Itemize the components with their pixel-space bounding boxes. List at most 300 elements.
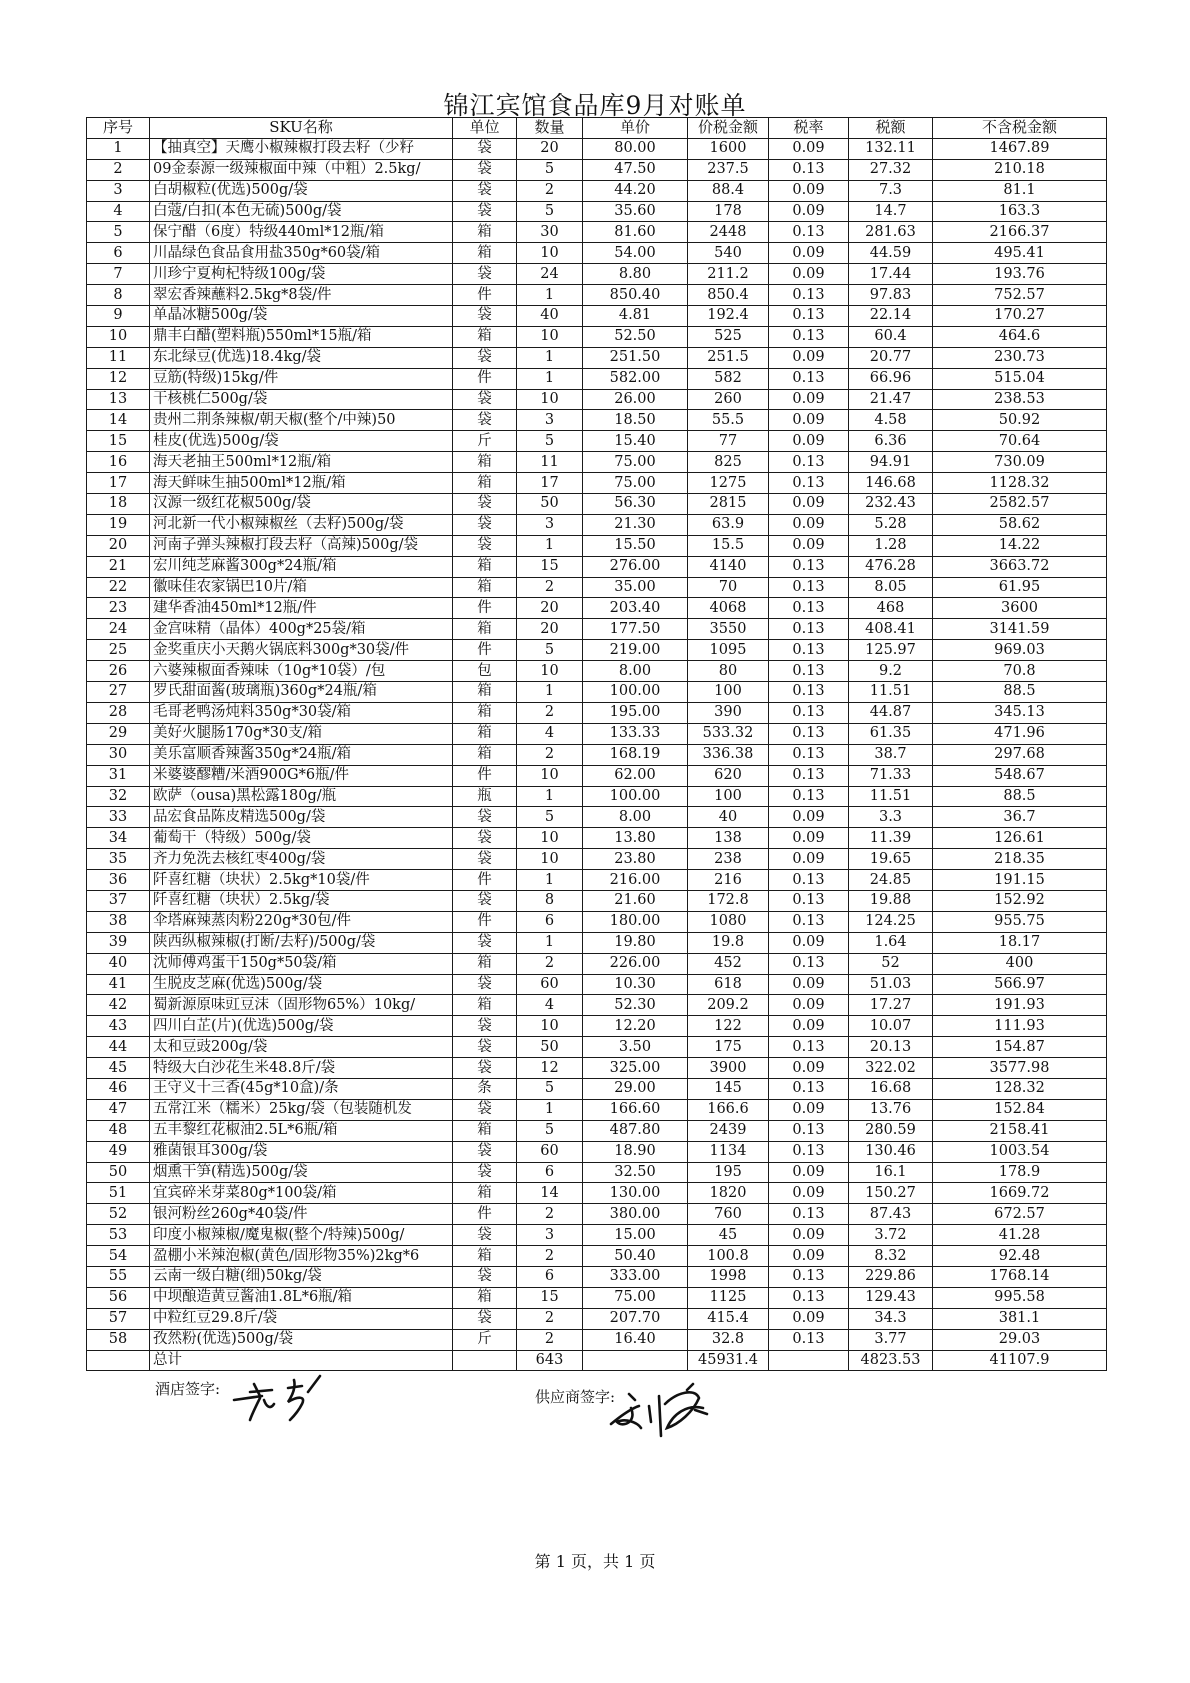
unit-price-cell: 80.00 xyxy=(583,138,688,159)
row-index-cell: 8 xyxy=(87,285,150,306)
amount-without-tax-cell: 170.27 xyxy=(933,306,1107,327)
table-row xyxy=(87,306,1107,327)
unit-cell: 箱 xyxy=(453,452,517,473)
total-amount-without-tax: 41107.9 xyxy=(933,1350,1107,1371)
amount-without-tax-cell: 81.1 xyxy=(933,180,1107,201)
row-index-cell: 53 xyxy=(87,1225,150,1246)
tax-rate-cell: 0.09 xyxy=(769,828,849,849)
amount-without-tax-cell: 3141.59 xyxy=(933,619,1107,640)
quantity-cell: 3 xyxy=(517,1225,583,1246)
tax-rate-cell: 0.13 xyxy=(769,682,849,703)
amount-with-tax-cell: 525 xyxy=(688,326,769,347)
sku-name-cell: 【抽真空】天鹰小椒辣椒打段去籽（少籽 xyxy=(150,138,453,159)
table-row xyxy=(87,682,1107,703)
tax-rate-cell: 0.09 xyxy=(769,1308,849,1329)
sku-name-cell: 美好火腿肠170g*30支/箱 xyxy=(150,723,453,744)
table-row xyxy=(87,870,1107,891)
quantity-cell: 5 xyxy=(517,807,583,828)
unit-cell: 袋 xyxy=(453,306,517,327)
sku-name-cell: 盈棚小米辣泡椒(黄色/固形物35%)2kg*6 xyxy=(150,1246,453,1267)
table-row xyxy=(87,577,1107,598)
tax-rate-cell: 0.13 xyxy=(769,577,849,598)
row-index-cell: 11 xyxy=(87,347,150,368)
tax-cell: 232.43 xyxy=(849,494,933,515)
quantity-cell: 10 xyxy=(517,849,583,870)
unit-price-cell: 333.00 xyxy=(583,1266,688,1287)
total-amount-with-tax: 45931.4 xyxy=(688,1350,769,1371)
amount-with-tax-cell: 45 xyxy=(688,1225,769,1246)
unit-price-cell: 203.40 xyxy=(583,598,688,619)
tax-cell: 5.28 xyxy=(849,514,933,535)
table-row xyxy=(87,619,1107,640)
tax-cell: 468 xyxy=(849,598,933,619)
table-row xyxy=(87,222,1107,243)
amount-without-tax-cell: 88.5 xyxy=(933,682,1107,703)
quantity-cell: 60 xyxy=(517,1141,583,1162)
unit-price-cell: 276.00 xyxy=(583,556,688,577)
unit-cell: 袋 xyxy=(453,1037,517,1058)
unit-cell: 箱 xyxy=(453,326,517,347)
tax-cell: 44.59 xyxy=(849,243,933,264)
total-tax: 4823.53 xyxy=(849,1350,933,1371)
quantity-cell: 2 xyxy=(517,702,583,723)
unit-cell: 箱 xyxy=(453,1183,517,1204)
tax-rate-cell: 0.09 xyxy=(769,1058,849,1079)
sku-name-cell: 银河粉丝260g*40袋/件 xyxy=(150,1204,453,1225)
row-index-cell: 46 xyxy=(87,1078,150,1099)
amount-with-tax-cell: 166.6 xyxy=(688,1099,769,1120)
quantity-cell: 2 xyxy=(517,577,583,598)
unit-price-cell: 582.00 xyxy=(583,368,688,389)
tax-rate-cell: 0.13 xyxy=(769,1141,849,1162)
table-row xyxy=(87,201,1107,222)
table-header-row xyxy=(87,118,1107,139)
quantity-cell: 1 xyxy=(517,682,583,703)
tax-rate-cell: 0.09 xyxy=(769,389,849,410)
tax-cell: 8.32 xyxy=(849,1246,933,1267)
unit-cell: 件 xyxy=(453,368,517,389)
unit-cell: 箱 xyxy=(453,619,517,640)
amount-with-tax-cell: 3550 xyxy=(688,619,769,640)
tax-cell: 124.25 xyxy=(849,911,933,932)
unit-cell: 瓶 xyxy=(453,786,517,807)
tax-cell: 11.51 xyxy=(849,682,933,703)
tax-cell: 94.91 xyxy=(849,452,933,473)
quantity-cell: 3 xyxy=(517,514,583,535)
row-index-cell: 55 xyxy=(87,1266,150,1287)
quantity-cell: 10 xyxy=(517,828,583,849)
amount-without-tax-cell: 163.3 xyxy=(933,201,1107,222)
amount-without-tax-cell: 238.53 xyxy=(933,389,1107,410)
unit-price-cell: 32.50 xyxy=(583,1162,688,1183)
row-index-cell: 33 xyxy=(87,807,150,828)
unit-price-cell: 207.70 xyxy=(583,1308,688,1329)
sku-name-cell: 白胡椒粒(优选)500g/袋 xyxy=(150,180,453,201)
amount-with-tax-cell: 237.5 xyxy=(688,159,769,180)
sku-name-cell: 云南一级白糖(细)50kg/袋 xyxy=(150,1266,453,1287)
table-row xyxy=(87,1308,1107,1329)
unit-price-cell: 35.60 xyxy=(583,201,688,222)
amount-without-tax-cell: 400 xyxy=(933,953,1107,974)
table-row xyxy=(87,932,1107,953)
unit-cell: 箱 xyxy=(453,682,517,703)
tax-cell: 21.47 xyxy=(849,389,933,410)
amount-with-tax-cell: 390 xyxy=(688,702,769,723)
row-index-cell: 27 xyxy=(87,682,150,703)
amount-with-tax-cell: 4068 xyxy=(688,598,769,619)
table-row xyxy=(87,1141,1107,1162)
unit-cell: 件 xyxy=(453,285,517,306)
tax-rate-cell: 0.13 xyxy=(769,661,849,682)
row-index-cell: 22 xyxy=(87,577,150,598)
table-row xyxy=(87,744,1107,765)
amount-with-tax-cell: 238 xyxy=(688,849,769,870)
quantity-cell: 10 xyxy=(517,326,583,347)
tax-cell: 1.28 xyxy=(849,535,933,556)
unit-cell: 袋 xyxy=(453,932,517,953)
table-row xyxy=(87,598,1107,619)
sku-name-cell: 生脱皮芝麻(优选)500g/袋 xyxy=(150,974,453,995)
amount-without-tax-cell: 14.22 xyxy=(933,535,1107,556)
sku-name-cell: 鼎丰白醋(塑料瓶)550ml*15瓶/箱 xyxy=(150,326,453,347)
unit-price-cell: 44.20 xyxy=(583,180,688,201)
unit-cell: 袋 xyxy=(453,201,517,222)
amount-without-tax-cell: 88.5 xyxy=(933,786,1107,807)
amount-with-tax-cell: 850.4 xyxy=(688,285,769,306)
unit-price-cell: 8.00 xyxy=(583,807,688,828)
tax-rate-cell: 0.13 xyxy=(769,953,849,974)
tax-rate-cell: 0.13 xyxy=(769,1120,849,1141)
tax-rate-cell: 0.09 xyxy=(769,1225,849,1246)
tax-cell: 150.27 xyxy=(849,1183,933,1204)
tax-rate-cell: 0.09 xyxy=(769,243,849,264)
unit-cell: 件 xyxy=(453,765,517,786)
amount-with-tax-cell: 825 xyxy=(688,452,769,473)
table-row xyxy=(87,473,1107,494)
amount-without-tax-cell: 191.15 xyxy=(933,870,1107,891)
amount-without-tax-cell: 495.41 xyxy=(933,243,1107,264)
unit-cell: 箱 xyxy=(453,556,517,577)
unit-cell: 袋 xyxy=(453,1016,517,1037)
unit-cell: 箱 xyxy=(453,744,517,765)
amount-without-tax-cell: 2582.57 xyxy=(933,494,1107,515)
quantity-cell: 5 xyxy=(517,640,583,661)
tax-rate-cell: 0.09 xyxy=(769,494,849,515)
unit-price-cell: 226.00 xyxy=(583,953,688,974)
amount-without-tax-cell: 464.6 xyxy=(933,326,1107,347)
quantity-cell: 15 xyxy=(517,556,583,577)
table-row xyxy=(87,494,1107,515)
unit-cell: 箱 xyxy=(453,723,517,744)
sku-name-cell: 09金泰源一级辣椒面中辣（中粗）2.5kg/ xyxy=(150,159,453,180)
unit-price-cell: 3.50 xyxy=(583,1037,688,1058)
sku-name-cell: 葡萄干（特级）500g/袋 xyxy=(150,828,453,849)
amount-without-tax-cell: 345.13 xyxy=(933,702,1107,723)
amount-with-tax-cell: 100.8 xyxy=(688,1246,769,1267)
amount-with-tax-cell: 70 xyxy=(688,577,769,598)
sku-name-cell: 美乐富顺香辣酱350g*24瓶/箱 xyxy=(150,744,453,765)
sku-name-cell: 印度小椒辣椒/魔鬼椒(整个/特辣)500g/ xyxy=(150,1225,453,1246)
row-index-cell: 58 xyxy=(87,1329,150,1350)
amount-with-tax-cell: 19.8 xyxy=(688,932,769,953)
tax-rate-cell: 0.13 xyxy=(769,786,849,807)
tax-rate-cell: 0.13 xyxy=(769,1078,849,1099)
header-index: 序号 xyxy=(87,118,150,139)
amount-with-tax-cell: 620 xyxy=(688,765,769,786)
tax-cell: 87.43 xyxy=(849,1204,933,1225)
sku-name-cell: 海天老抽王500ml*12瓶/箱 xyxy=(150,452,453,473)
table-row xyxy=(87,1266,1107,1287)
unit-price-cell: 15.40 xyxy=(583,431,688,452)
sku-name-cell: 桂皮(优选)500g/袋 xyxy=(150,431,453,452)
tax-rate-cell: 0.09 xyxy=(769,514,849,535)
unit-price-cell: 18.90 xyxy=(583,1141,688,1162)
quantity-cell: 10 xyxy=(517,1016,583,1037)
tax-rate-cell: 0.13 xyxy=(769,1204,849,1225)
hotel-signature-image xyxy=(232,1374,332,1422)
row-index-cell: 40 xyxy=(87,953,150,974)
unit-price-cell: 133.33 xyxy=(583,723,688,744)
unit-price-cell: 219.00 xyxy=(583,640,688,661)
amount-without-tax-cell: 672.57 xyxy=(933,1204,1107,1225)
tax-cell: 229.86 xyxy=(849,1266,933,1287)
amount-without-tax-cell: 752.57 xyxy=(933,285,1107,306)
sku-name-cell: 齐力免洗去核红枣400g/袋 xyxy=(150,849,453,870)
supplier-signature-image xyxy=(603,1378,723,1440)
row-index-cell: 47 xyxy=(87,1099,150,1120)
unit-cell: 件 xyxy=(453,640,517,661)
row-index-cell: 39 xyxy=(87,932,150,953)
table-row xyxy=(87,347,1107,368)
sku-name-cell: 欧萨（ousa)黑松露180g/瓶 xyxy=(150,786,453,807)
tax-cell: 4.58 xyxy=(849,410,933,431)
sku-name-cell: 五常江米（糯米）25kg/袋（包装随机发 xyxy=(150,1099,453,1120)
tax-cell: 22.14 xyxy=(849,306,933,327)
unit-price-cell: 130.00 xyxy=(583,1183,688,1204)
unit-cell: 袋 xyxy=(453,180,517,201)
quantity-cell: 1 xyxy=(517,347,583,368)
table-row xyxy=(87,452,1107,473)
sku-name-cell: 中粒红豆29.8斤/袋 xyxy=(150,1308,453,1329)
row-index-cell: 14 xyxy=(87,410,150,431)
amount-without-tax-cell: 29.03 xyxy=(933,1329,1107,1350)
sku-name-cell: 保宁醋（6度）特级440ml*12瓶/箱 xyxy=(150,222,453,243)
unit-cell: 袋 xyxy=(453,974,517,995)
amount-without-tax-cell: 548.67 xyxy=(933,765,1107,786)
row-index-cell: 24 xyxy=(87,619,150,640)
unit-cell: 件 xyxy=(453,1204,517,1225)
row-index-cell: 5 xyxy=(87,222,150,243)
quantity-cell: 4 xyxy=(517,723,583,744)
sku-name-cell: 阡喜红糖（块状）2.5kg*10袋/件 xyxy=(150,870,453,891)
header-amount-with-tax: 价税金额 xyxy=(688,118,769,139)
quantity-cell: 1 xyxy=(517,932,583,953)
tax-rate-cell: 0.13 xyxy=(769,222,849,243)
row-index-cell: 30 xyxy=(87,744,150,765)
amount-with-tax-cell: 2439 xyxy=(688,1120,769,1141)
amount-without-tax-cell: 18.17 xyxy=(933,932,1107,953)
unit-price-cell: 23.80 xyxy=(583,849,688,870)
unit-cell: 箱 xyxy=(453,995,517,1016)
table-row xyxy=(87,368,1107,389)
unit-price-cell: 35.00 xyxy=(583,577,688,598)
sku-name-cell: 四川白芷(片)(优选)500g/袋 xyxy=(150,1016,453,1037)
quantity-cell: 1 xyxy=(517,535,583,556)
amount-without-tax-cell: 3600 xyxy=(933,598,1107,619)
unit-price-cell: 487.80 xyxy=(583,1120,688,1141)
tax-cell: 130.46 xyxy=(849,1141,933,1162)
unit-cell: 袋 xyxy=(453,494,517,515)
amount-with-tax-cell: 336.38 xyxy=(688,744,769,765)
unit-cell: 件 xyxy=(453,870,517,891)
amount-with-tax-cell: 1275 xyxy=(688,473,769,494)
amount-without-tax-cell: 566.97 xyxy=(933,974,1107,995)
row-index-cell: 29 xyxy=(87,723,150,744)
row-index-cell: 25 xyxy=(87,640,150,661)
amount-with-tax-cell: 2815 xyxy=(688,494,769,515)
unit-price-cell: 75.00 xyxy=(583,452,688,473)
unit-price-cell: 54.00 xyxy=(583,243,688,264)
amount-with-tax-cell: 251.5 xyxy=(688,347,769,368)
table-row xyxy=(87,1078,1107,1099)
page-number: 第 1 页，共 1 页 xyxy=(534,1552,656,1571)
tax-cell: 71.33 xyxy=(849,765,933,786)
table-row xyxy=(87,911,1107,932)
amount-without-tax-cell: 1467.89 xyxy=(933,138,1107,159)
sku-name-cell: 宜宾碎米芽菜80g*100袋/箱 xyxy=(150,1183,453,1204)
unit-cell: 件 xyxy=(453,598,517,619)
amount-with-tax-cell: 760 xyxy=(688,1204,769,1225)
tax-rate-cell: 0.09 xyxy=(769,995,849,1016)
tax-rate-cell: 0.13 xyxy=(769,723,849,744)
tax-cell: 61.35 xyxy=(849,723,933,744)
tax-rate-cell: 0.13 xyxy=(769,640,849,661)
sku-name-cell: 单晶冰糖500g/袋 xyxy=(150,306,453,327)
table-row xyxy=(87,1225,1107,1246)
quantity-cell: 2 xyxy=(517,744,583,765)
header-amount-without-tax: 不含税金额 xyxy=(933,118,1107,139)
table-row xyxy=(87,431,1107,452)
tax-cell: 280.59 xyxy=(849,1120,933,1141)
sku-name-cell: 豆筋(特级)15kg/件 xyxy=(150,368,453,389)
unit-price-cell: 56.30 xyxy=(583,494,688,515)
amount-without-tax-cell: 61.95 xyxy=(933,577,1107,598)
amount-without-tax-cell: 995.58 xyxy=(933,1287,1107,1308)
sku-name-cell: 烟熏干笋(精选)500g/袋 xyxy=(150,1162,453,1183)
unit-cell: 袋 xyxy=(453,535,517,556)
table-row xyxy=(87,995,1107,1016)
tax-cell: 20.77 xyxy=(849,347,933,368)
row-index-cell: 6 xyxy=(87,243,150,264)
tax-cell: 17.27 xyxy=(849,995,933,1016)
amount-without-tax-cell: 2158.41 xyxy=(933,1120,1107,1141)
amount-with-tax-cell: 175 xyxy=(688,1037,769,1058)
tax-cell: 3.77 xyxy=(849,1329,933,1350)
tax-rate-cell: 0.13 xyxy=(769,1266,849,1287)
quantity-cell: 15 xyxy=(517,1287,583,1308)
table-body xyxy=(87,138,1107,1350)
amount-with-tax-cell: 415.4 xyxy=(688,1308,769,1329)
table-row xyxy=(87,890,1107,911)
amount-without-tax-cell: 126.61 xyxy=(933,828,1107,849)
unit-price-cell: 10.30 xyxy=(583,974,688,995)
tax-rate-cell: 0.13 xyxy=(769,306,849,327)
tax-cell: 281.63 xyxy=(849,222,933,243)
tax-cell: 3.3 xyxy=(849,807,933,828)
unit-cell: 袋 xyxy=(453,138,517,159)
tax-rate-cell: 0.09 xyxy=(769,535,849,556)
unit-cell: 袋 xyxy=(453,389,517,410)
unit-cell: 袋 xyxy=(453,1225,517,1246)
unit-cell: 箱 xyxy=(453,243,517,264)
quantity-cell: 1 xyxy=(517,1099,583,1120)
table-row xyxy=(87,138,1107,159)
unit-price-cell: 29.00 xyxy=(583,1078,688,1099)
sku-name-cell: 干核桃仁500g/袋 xyxy=(150,389,453,410)
amount-with-tax-cell: 32.8 xyxy=(688,1329,769,1350)
row-index-cell: 45 xyxy=(87,1058,150,1079)
unit-cell: 箱 xyxy=(453,473,517,494)
tax-rate-cell: 0.13 xyxy=(769,473,849,494)
quantity-cell: 5 xyxy=(517,201,583,222)
tax-cell: 146.68 xyxy=(849,473,933,494)
amount-with-tax-cell: 145 xyxy=(688,1078,769,1099)
unit-price-cell: 251.50 xyxy=(583,347,688,368)
unit-cell: 袋 xyxy=(453,890,517,911)
sku-name-cell: 宏川纯芝麻酱300g*24瓶/箱 xyxy=(150,556,453,577)
unit-cell: 袋 xyxy=(453,1266,517,1287)
amount-without-tax-cell: 70.8 xyxy=(933,661,1107,682)
tax-cell: 19.65 xyxy=(849,849,933,870)
tax-rate-cell: 0.09 xyxy=(769,1016,849,1037)
unit-price-cell: 195.00 xyxy=(583,702,688,723)
amount-without-tax-cell: 58.62 xyxy=(933,514,1107,535)
sku-name-cell: 太和豆豉200g/袋 xyxy=(150,1037,453,1058)
table-row xyxy=(87,514,1107,535)
amount-with-tax-cell: 4140 xyxy=(688,556,769,577)
amount-with-tax-cell: 1820 xyxy=(688,1183,769,1204)
amount-with-tax-cell: 618 xyxy=(688,974,769,995)
tax-cell: 3.72 xyxy=(849,1225,933,1246)
unit-cell: 箱 xyxy=(453,1246,517,1267)
row-index-cell: 38 xyxy=(87,911,150,932)
unit-price-cell: 52.50 xyxy=(583,326,688,347)
amount-without-tax-cell: 471.96 xyxy=(933,723,1107,744)
table-row xyxy=(87,1016,1107,1037)
tax-cell: 27.32 xyxy=(849,159,933,180)
amount-with-tax-cell: 211.2 xyxy=(688,264,769,285)
amount-without-tax-cell: 36.7 xyxy=(933,807,1107,828)
row-index-cell: 42 xyxy=(87,995,150,1016)
unit-cell: 袋 xyxy=(453,1162,517,1183)
tax-cell: 322.02 xyxy=(849,1058,933,1079)
amount-with-tax-cell: 1134 xyxy=(688,1141,769,1162)
sku-name-cell: 建华香油450ml*12瓶/件 xyxy=(150,598,453,619)
table-row xyxy=(87,180,1107,201)
tax-rate-cell: 0.13 xyxy=(769,765,849,786)
amount-without-tax-cell: 3663.72 xyxy=(933,556,1107,577)
sku-name-cell: 品宏食品陈皮精选500g/袋 xyxy=(150,807,453,828)
row-index-cell: 21 xyxy=(87,556,150,577)
tax-rate-cell: 0.13 xyxy=(769,870,849,891)
row-index-cell: 12 xyxy=(87,368,150,389)
tax-cell: 132.11 xyxy=(849,138,933,159)
row-index-cell: 20 xyxy=(87,535,150,556)
sku-name-cell: 东北绿豆(优选)18.4kg/袋 xyxy=(150,347,453,368)
quantity-cell: 11 xyxy=(517,452,583,473)
quantity-cell: 4 xyxy=(517,995,583,1016)
amount-with-tax-cell: 100 xyxy=(688,786,769,807)
